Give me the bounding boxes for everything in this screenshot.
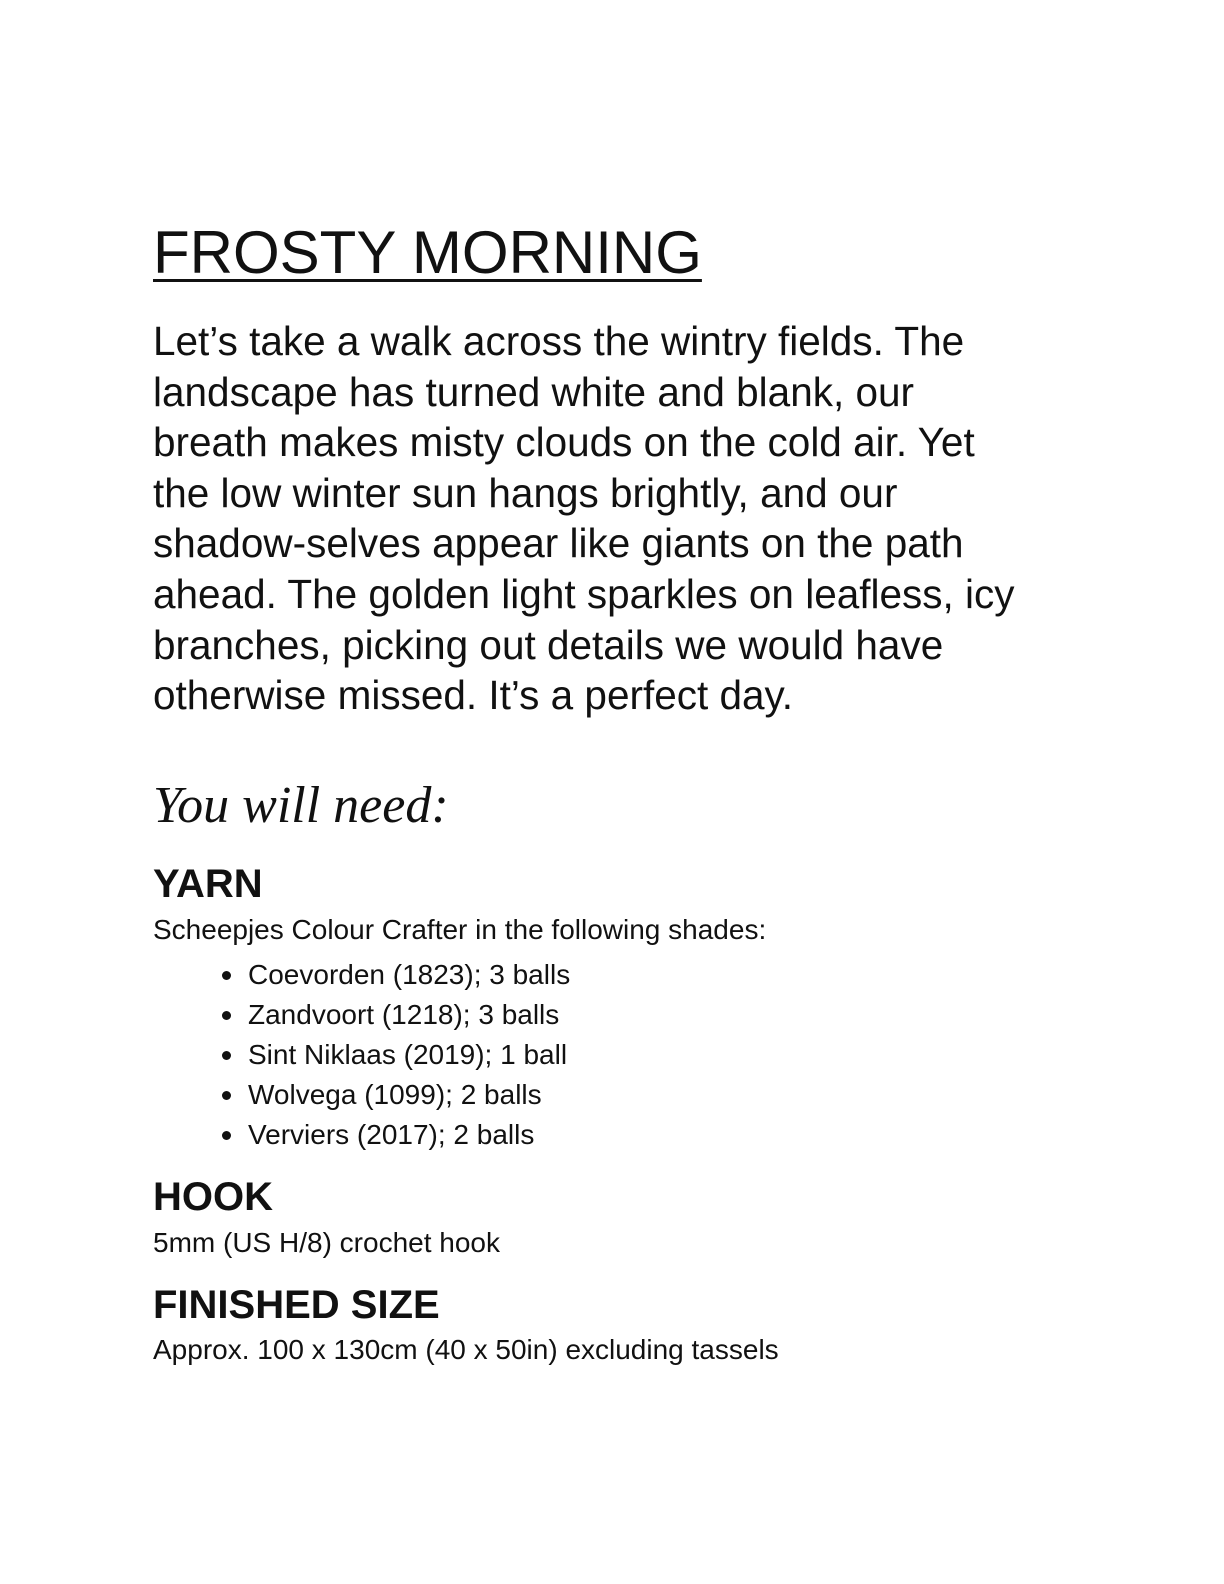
page-title: FROSTY MORNING [153,219,702,286]
list-item [153,1115,570,1155]
list-item [153,1075,570,1115]
finished-size-description: Approx. 100 x 130cm (40 x 50in) excluding tassels [153,1334,779,1365]
yarn-shade-label: Verviers (2017); 2 balls [248,1119,535,1150]
yarn-shade-label: Coevorden (1823); 3 balls [248,959,571,990]
list-item [153,955,570,995]
hook-description: 5mm (US H/8) crochet hook [153,1227,500,1258]
hook-heading: HOOK [153,1175,273,1219]
yarn-description: Scheepjes Colour Crafter in the following shades: [153,914,767,945]
bullet-icon [222,1011,231,1020]
bullet-icon [222,1051,231,1060]
yarn-shade-label: Sint Niklaas (2019); 1 ball [248,1039,568,1070]
yarn-shade-list [153,955,570,1155]
bullet-icon [222,1091,231,1100]
you-will-need-heading: You will need: [153,777,449,834]
yarn-shade-label: Zandvoort (1218); 3 balls [248,999,560,1030]
bullet-icon [222,971,231,980]
yarn-shade-label: Wolvega (1099); 2 balls [248,1079,542,1110]
list-item [153,1035,570,1075]
list-item [153,995,570,1035]
intro-paragraph: Let’s take a walk across the wintry fields. The landscape has turned white and blank, our breath makes misty clouds on the cold air. Yet the low winter sun hangs brightly, and our shadow-selves appear like giants on the path ahead. The golden light sparkles on leafless, icy branches, picking out details we would have otherwise missed. It’s a perfect day. [153,318,1015,719]
bullet-icon [222,1131,231,1140]
yarn-heading: YARN [153,862,263,906]
finished-size-heading: FINISHED SIZE [153,1283,440,1327]
